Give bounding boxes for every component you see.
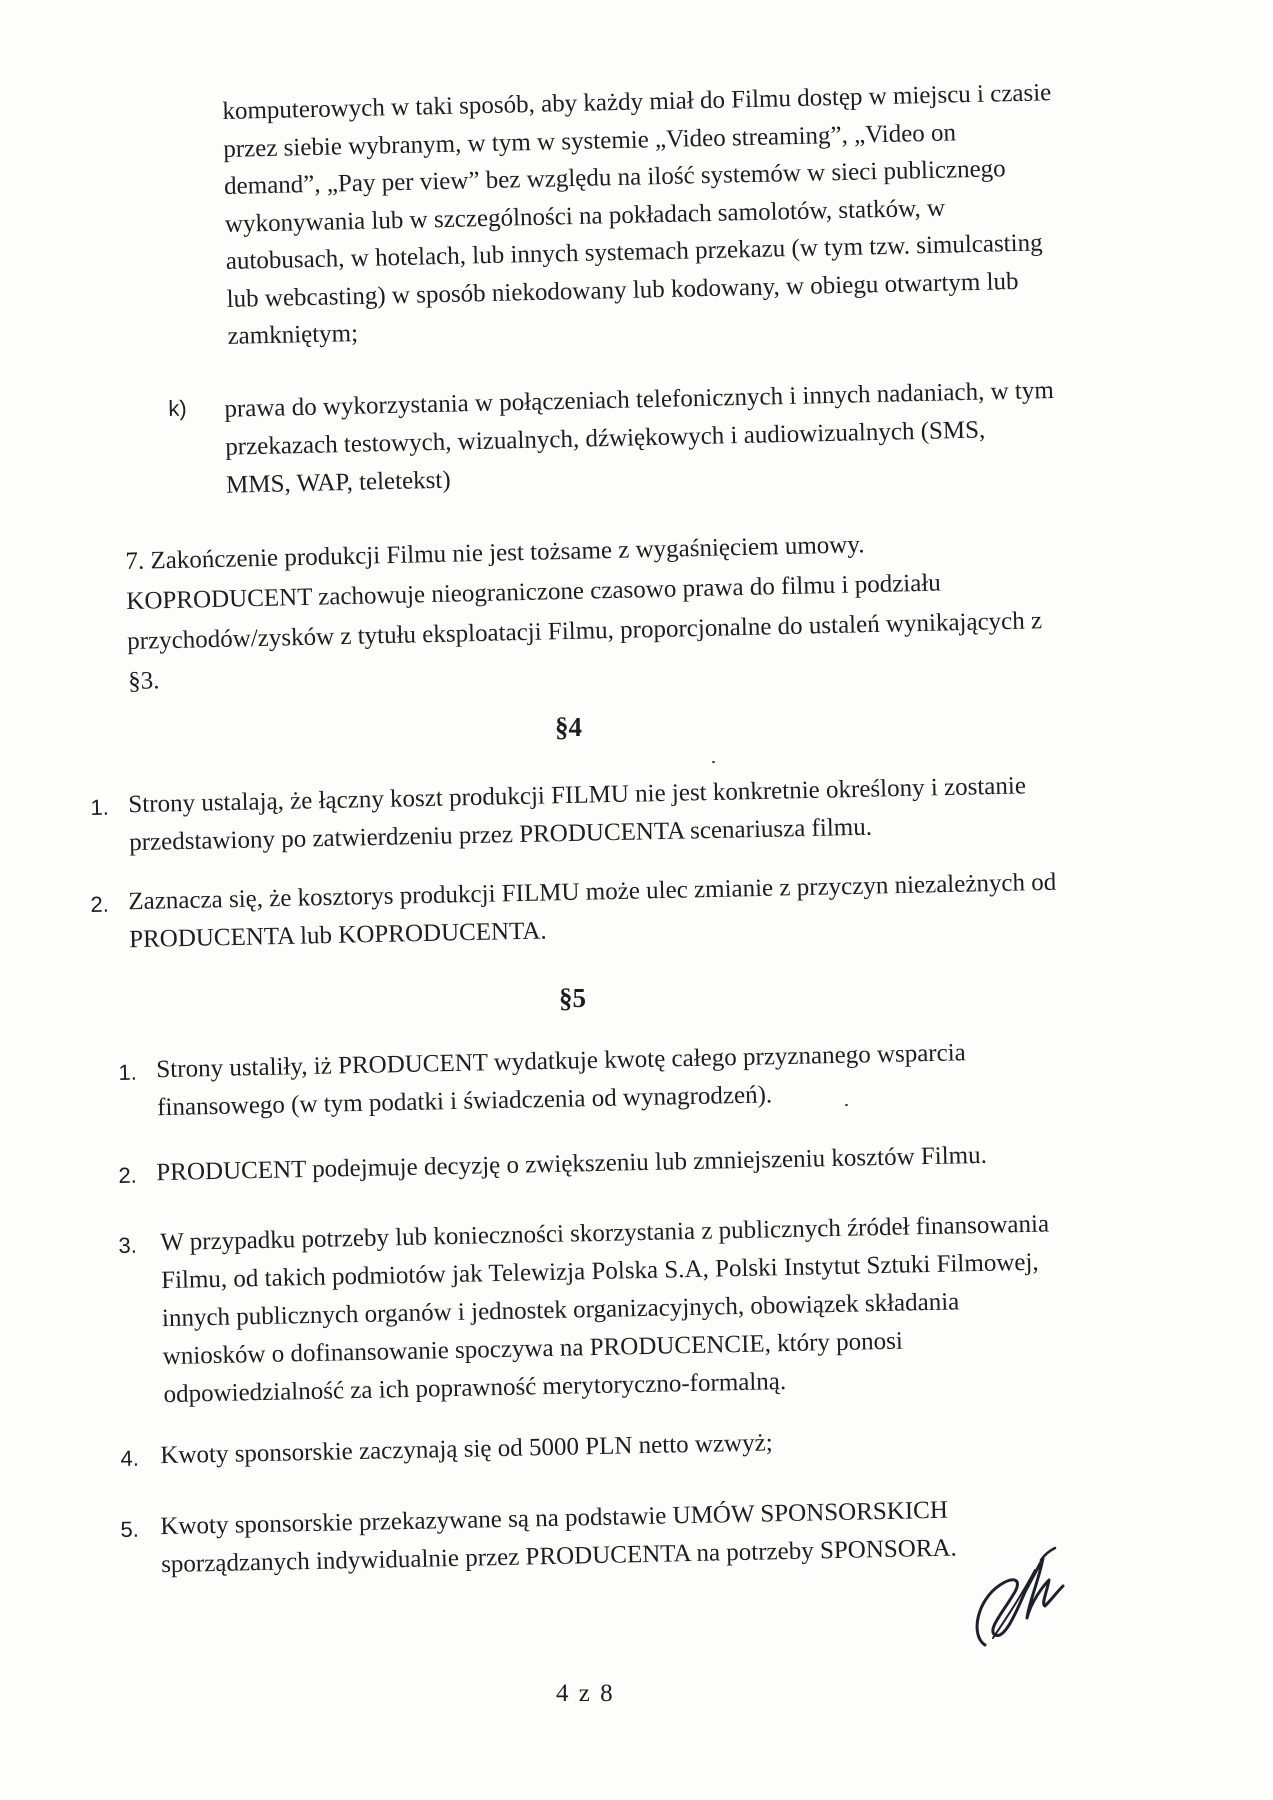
list-number: 4. <box>120 1445 140 1471</box>
text-line: Kwoty sponsorskie przekazywane są na podstawie UMÓW SPONSORSKICH <box>160 1496 949 1541</box>
list-item-text <box>160 1424 773 1475</box>
page-number: 4 z 8 <box>556 1680 615 1707</box>
list-number: 1. <box>90 794 110 820</box>
list-number: 3. <box>118 1232 138 1258</box>
text-line: Strony ustaliły, iż PRODUCENT wydatkuje kwotę całego przyznanego wsparcia <box>156 1039 967 1084</box>
text-line: Zaznacza się, że kosztorys produkcji FILMU może ulec zmianie z przyczyn niezależnych od <box>128 868 1057 916</box>
text-line: W przypadku potrzeby lub konieczności skorzystania z publicznych źródeł finansowania <box>160 1210 1050 1257</box>
text-line: wniosków o dofinansowanie spoczywa na PRODUCENCIE, który ponosi <box>162 1327 904 1371</box>
text-line: przez siebie wybranym, w tym w systemie „Video streaming”, „Video on <box>222 118 957 163</box>
text-line: przychodów/zysków z tytułu eksploatacji Filmu, proporcjonalne do ustaleń wynikających z <box>126 607 1043 655</box>
text-line: KOPRODUCENT zachowuje nieograniczone czasowo prawa do filmu i podziału <box>126 569 942 615</box>
text-line: Filmu, od takich podmiotów jak Telewizja Polska S.A, Polski Instytut Sztuki Filmowej, <box>160 1248 1039 1295</box>
text-line: Strony ustalają, że łączny koszt produkcji FILMU nie jest konkretnie określony i zostanie <box>128 772 1027 819</box>
text-line: §3. <box>127 667 160 695</box>
list-marker: k) <box>168 395 187 421</box>
text-line: sporządzanych indywidualnie przez PRODUCENTA na potrzeby SPONSORA. <box>160 1534 958 1579</box>
text-line: demand”, „Pay per view” bez względu na ilość systemów w sieci publicznego <box>223 155 1006 200</box>
text-line: zamkniętym; <box>227 319 359 350</box>
text-line: przekazach testowych, wizualnych, dźwiękowych i audiowizualnych (SMS, <box>224 416 986 461</box>
section-5-heading: §5 <box>559 983 586 1013</box>
signature-mark <box>965 1540 1070 1655</box>
paragraph-7 <box>125 520 1118 702</box>
text-line: 7. Zakończenie produkcji Filmu nie jest tożsame z wygaśnięciem umowy. <box>125 531 865 575</box>
text-line: komputerowych w taki sposób, aby każdy miał do Filmu dostęp w miejscu i czasie <box>222 79 1052 125</box>
list-item-text <box>160 1206 1053 1415</box>
text-line: odpowiedzialność za ich poprawność merytoryczno-formalną. <box>163 1368 787 1409</box>
list-number: 2. <box>90 891 110 917</box>
list-number: 5. <box>120 1516 140 1542</box>
text-line: innych publicznych organów i jednostek organizacyjnych, obowiązek składania <box>161 1288 960 1333</box>
list-item-text <box>224 372 1056 505</box>
list-number: 1. <box>118 1059 138 1085</box>
text-line: przedstawiony po zatwierdzeniu przez PRODUCENTA scenariusza filmu. <box>128 813 873 857</box>
list-item-text <box>128 864 1057 959</box>
text-line: wykonywania lub w szczególności na pokładach samolotów, statków, w <box>224 194 946 238</box>
text-line: MMS, WAP, teletekst) <box>225 466 451 499</box>
list-number: 2. <box>118 1162 138 1188</box>
text-line: Kwoty sponsorskie zaczynają się od 5000 PLN netto wzwyż; <box>160 1429 773 1470</box>
list-item-text <box>160 1491 957 1584</box>
list-item-text <box>156 1137 987 1192</box>
scan-speck <box>845 1104 848 1106</box>
list-item-text <box>128 767 1027 862</box>
text-line: prawa do wykorzystania w połączeniach telefonicznych i innych nadaniach, w tym <box>224 376 1055 423</box>
text-line: PRODUCENT podejmuje decyzję o zwiększeniu lub zmniejszeniu kosztów Filmu. <box>156 1141 988 1187</box>
list-item-text <box>156 1034 967 1127</box>
text-line: finansowego (w tym podatki i świadczenia od wynagrodzeń). <box>156 1081 773 1122</box>
text-line: lub webcasting) w sposób niekodowany lub kodowany, w obiegu otwartym lub <box>226 267 1019 313</box>
continuation-paragraph <box>222 73 1098 355</box>
section-4-heading: §4 <box>555 712 582 742</box>
list-item-k <box>168 371 1098 499</box>
scan-speck <box>712 761 715 763</box>
text-line: autobusach, w hotelach, lub innych systemach przekazu (w tym tzw. simulcasting <box>225 229 1043 275</box>
text-line: PRODUCENTA lub KOPRODUCENTA. <box>128 917 547 954</box>
